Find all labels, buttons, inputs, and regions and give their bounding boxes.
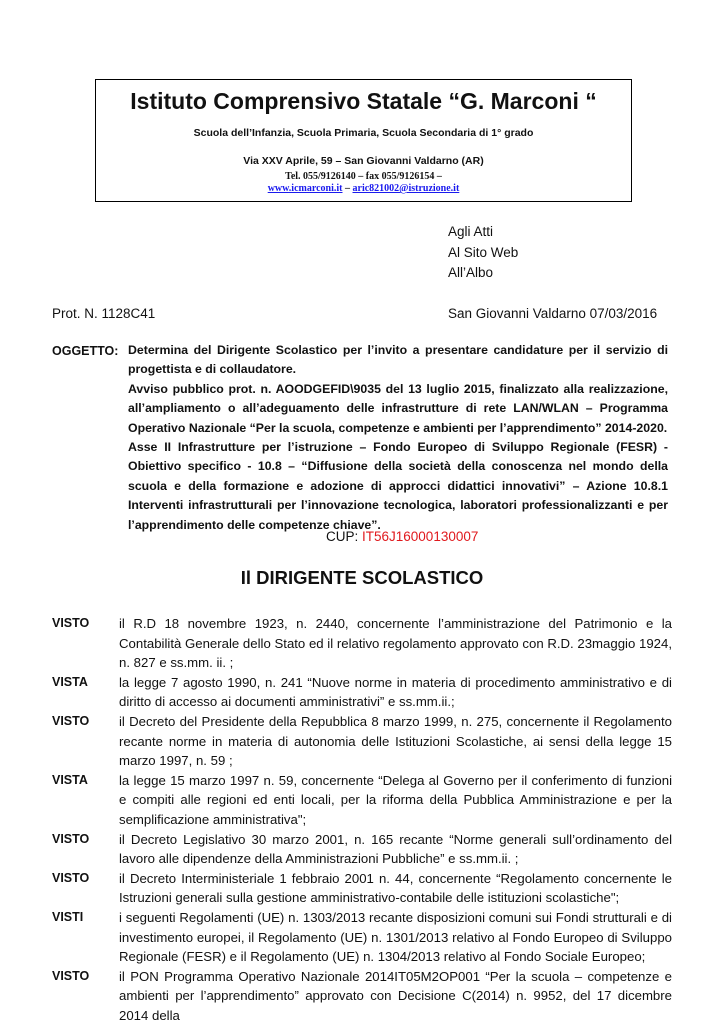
protocol-number: Prot. N. 1128C41 [52, 306, 156, 321]
visto-label: VISTI [52, 909, 84, 924]
visto-text: il Decreto Interministeriale 1 febbraio 2001 n. 44, concernente “Regolamento concernente le Istruzioni generali sulla gestione amministrativo-contabile delle istituzioni scolastiche"; [119, 870, 672, 906]
visto-item [52, 771, 672, 830]
recipient: Agli Atti [448, 224, 494, 239]
visto-label: VISTO [52, 713, 90, 728]
oggetto-label: OGGETTO: [52, 344, 119, 358]
phone-fax: Tel. 055/9126140 – fax 055/9126154 – [285, 171, 442, 182]
visto-text: il Decreto del Presidente della Repubblica 8 marzo 1999, n. 275, concernente il Regolamento recante norme in materia di autonomia delle Istituzioni Scolastiche, ai sensi della legge 15 marzo 1997, n. 59 ; [119, 713, 672, 769]
school-type: Scuola dell’Infanzia, Scuola Primaria, Scuola Secondaria di 1° grado [193, 127, 534, 139]
cup-code: IT56J16000130007 [362, 529, 479, 544]
oggetto-body [128, 341, 668, 535]
visto-label: VISTA [52, 674, 88, 689]
email-link[interactable]: aric821002@istruzione.it [352, 183, 460, 194]
visto-item [52, 712, 672, 771]
visto-text: il Decreto Legislativo 30 marzo 2001, n. 165 recante “Norme generali sull’ordinamento del lavoro alle dipendenze della Amministrazioni Pubbliche” e ss.mm.ii. ; [119, 831, 672, 867]
visto-label: VISTA [52, 772, 88, 787]
cup-line [326, 529, 478, 544]
visto-label: VISTO [52, 870, 90, 885]
oggetto-paragraph: Asse II Infrastrutture per l’istruzione – Fondo Europeo di Sviluppo Regionale (FESR) - Obiettivo specifico - 10.8 – “Diffusione della società della conoscenza nel mondo della scuola e della formazione e adozione di approcci didattici innovativi” – Azione 10.8.1 Interventi infrastrutturali per l’innovazione tecnologica, laboratori professionalizzanti e per l’apprendimento delle competenze chiave”. [128, 440, 668, 532]
visto-item [52, 614, 672, 673]
recipients [448, 222, 518, 284]
visto-item [52, 908, 672, 967]
visto-text: il R.D 18 novembre 1923, n. 2440, concernente l’amministrazione del Patrimonio e la Contabilità Generale dello Stato ed il relativo regolamento approvato con R.D. 23maggio 1924, n. 827 e ss.mm. ii. ; [119, 616, 672, 671]
cup-label: CUP: [326, 529, 363, 544]
visto-text: la legge 15 marzo 1997 n. 59, concernente “Delega al Governo per il conferimento di funzioni e compiti alle regioni ed enti locali, per la riforma della Pubblica Amministrazione e per la semplificazione amministrativa"; [119, 772, 672, 827]
visto-label: VISTO [52, 616, 90, 630]
visto-label: VISTO [52, 968, 90, 983]
letterhead [95, 79, 632, 202]
visto-text: la legge 7 agosto 1990, n. 241 “Nuove norme in materia di procedimento amministrativo e di diritto di accesso ai documenti amministrativi” e ss.mm.ii.; [119, 674, 672, 710]
oggetto-paragraph: Avviso pubblico prot. n. AOODGEFID\9035 del 13 luglio 2015, finalizzato alla realizzazione, all’ampliamento o all’adeguamento delle infrastrutture di rete LAN/WLAN – Programma Operativo Nazionale “Per la scuola, competenze e ambienti per l’apprendimento” 2014-2020. [128, 381, 668, 435]
visto-list [52, 614, 672, 1025]
link-separator: – [342, 183, 353, 194]
oggetto-paragraph: Determina del Dirigente Scolastico per l’invito a presentare candidature per il servizio di progettista e di collaudatore. [128, 343, 668, 377]
web-email-line [96, 183, 631, 195]
section-title: Il DIRIGENTE SCOLASTICO [240, 567, 484, 588]
visto-item [52, 869, 672, 908]
visto-text: i seguenti Regolamenti (UE) n. 1303/2013 recante disposizioni comuni sui Fondi strutturali e di investimento europei, il Regolamento (UE) n. 1301/2013 relativo al Fondo Europeo di Sviluppo Regionale (FESR) e il Regolamento (UE) n. 1304/2013 relativo al Fondo Sociale Europeo; [119, 909, 672, 965]
visto-item [52, 673, 672, 712]
school-name: Istituto Comprensivo Statale “G. Marconi “ [130, 88, 597, 114]
visto-item [52, 830, 672, 869]
school-contacts [96, 171, 631, 195]
visto-label: VISTO [52, 831, 90, 846]
visto-item [52, 967, 672, 1025]
visto-text: il PON Programma Operativo Nazionale 2014IT05M2OP001 “Per la scuola – competenze e ambienti per l’apprendimento” approvato con Decisione C(2014) n. 9952, del 17 dicembre 2014 della [119, 968, 672, 1023]
school-address: Via XXV Aprile, 59 – San Giovanni Valdarno (AR) [243, 155, 484, 167]
website-link[interactable]: www.icmarconi.it [267, 183, 343, 194]
recipient: All’Albo [448, 265, 494, 280]
recipient: Al Sito Web [448, 244, 519, 260]
place-date: San Giovanni Valdarno 07/03/2016 [448, 306, 658, 321]
